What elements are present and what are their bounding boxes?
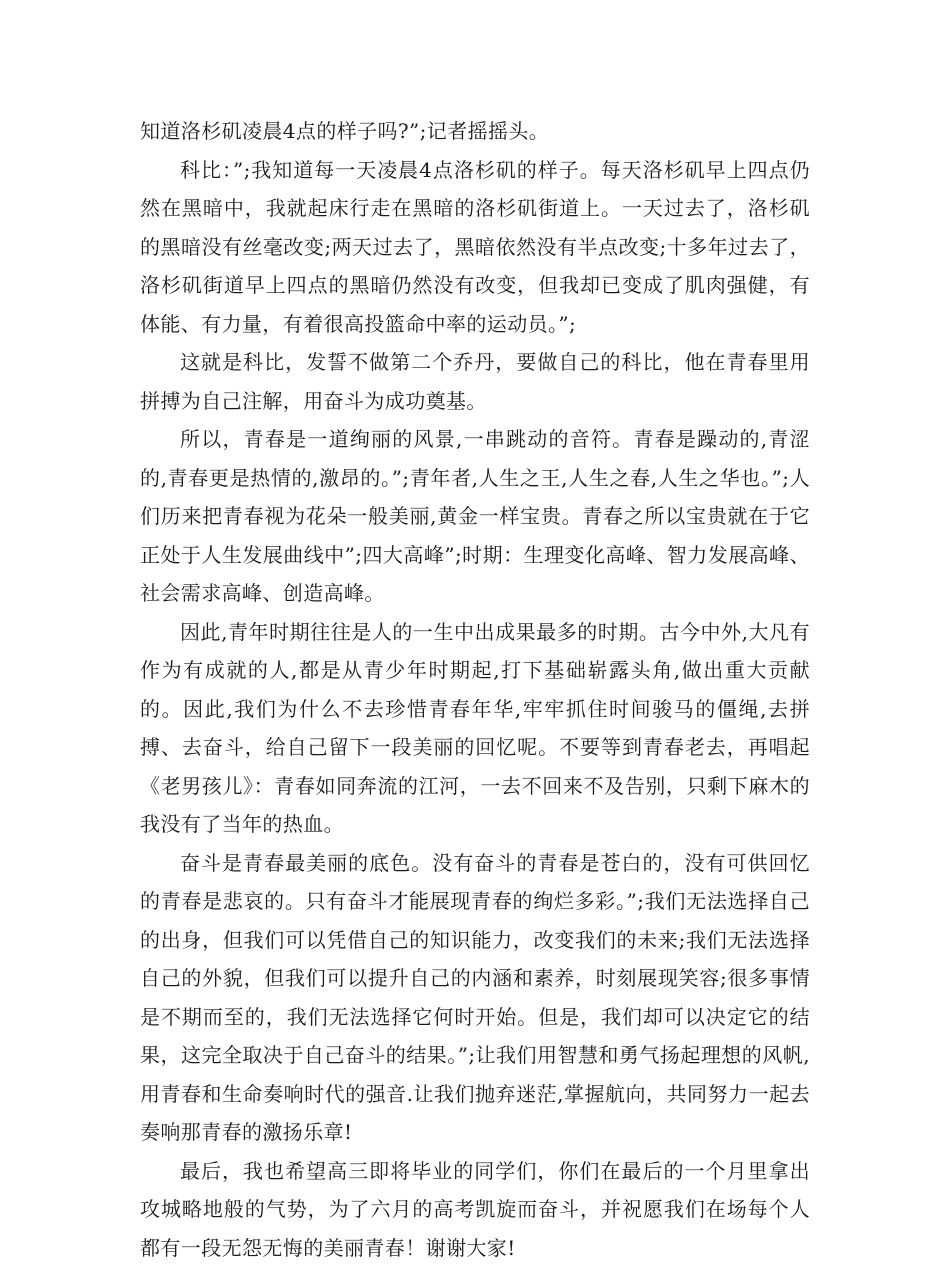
paragraph-kobe-summary: 这就是科比，发誓不做第二个乔丹，要做自己的科比，他在青春里用拼搏为自己注解，用奋斗为成功奠基。	[140, 343, 810, 420]
paragraph-continuation: 知道洛杉矶凌晨4点的样子吗?”;记者摇摇头。	[140, 112, 810, 151]
paragraph-youth-scenery: 所以，青春是一道绚丽的风景,一串跳动的音符。青春是躁动的,青涩的,青春更是热情的,激昂的。”;青年者,人生之王,人生之春,人生之华也。”;人们历来把青春视为花朵一般美丽,黄金一样宝贵。青春之所以宝贵就在于它正处于人生发展曲线中”;四大高峰”;时期：生理变化高峰、智力发展高峰、社会需求高峰、创造高峰。	[140, 420, 810, 613]
document-body	[140, 112, 810, 1267]
paragraph-struggle: 奋斗是青春最美丽的底色。没有奋斗的青春是苍白的，没有可供回忆的青春是悲哀的。只有奋斗才能展现青春的绚烂多彩。”;我们无法选择自己的出身，但我们可以凭借自己的知识能力，改变我们的未来;我们无法选择自己的外貌，但我们可以提升自己的内涵和素养，时刻展现笑容;很多事情是不期而至的，我们无法选择它何时开始。但是，我们却可以决定它的结果，这完全取决于自己奋斗的结果。”;让我们用智慧和勇气扬起理想的风帆,用青春和生命奏响时代的强音.让我们抛弃迷茫,掌握航向，共同努力一起去奏响那青春的激扬乐章!	[140, 844, 810, 1152]
paragraph-kobe-quote: 科比：”;我知道每一天凌晨4点洛杉矶的样子。每天洛杉矶早上四点仍然在黑暗中，我就起床行走在黑暗的洛杉矶街道上。一天过去了，洛杉矶的黑暗没有丝毫改变;两天过去了，黑暗依然没有半点改变;十多年过去了，洛杉矶街道早上四点的黑暗仍然没有改变，但我却已变成了肌肉强健，有体能、有力量，有着很高投篮命中率的运动员。”;	[140, 151, 810, 344]
paragraph-closing: 最后，我也希望高三即将毕业的同学们，你们在最后的一个月里拿出攻城略地般的气势，为了六月的高考凯旋而奋斗，并祝愿我们在场每个人都有一段无怨无悔的美丽青春！谢谢大家!	[140, 1152, 810, 1267]
paragraph-youth-achievement: 因此,青年时期往往是人的一生中出成果最多的时期。古今中外,大凡有作为有成就的人,都是从青少年时期起,打下基础崭露头角,做出重大贡献的。因此,我们为什么不去珍惜青春年华,牢牢抓住时间骏马的僵绳,去拼搏、去奋斗，给自己留下一段美丽的回忆呢。不要等到青春老去，再唱起《老男孩儿》：青春如同奔流的江河，一去不回来不及告别，只剩下麻木的我没有了当年的热血。	[140, 613, 810, 844]
